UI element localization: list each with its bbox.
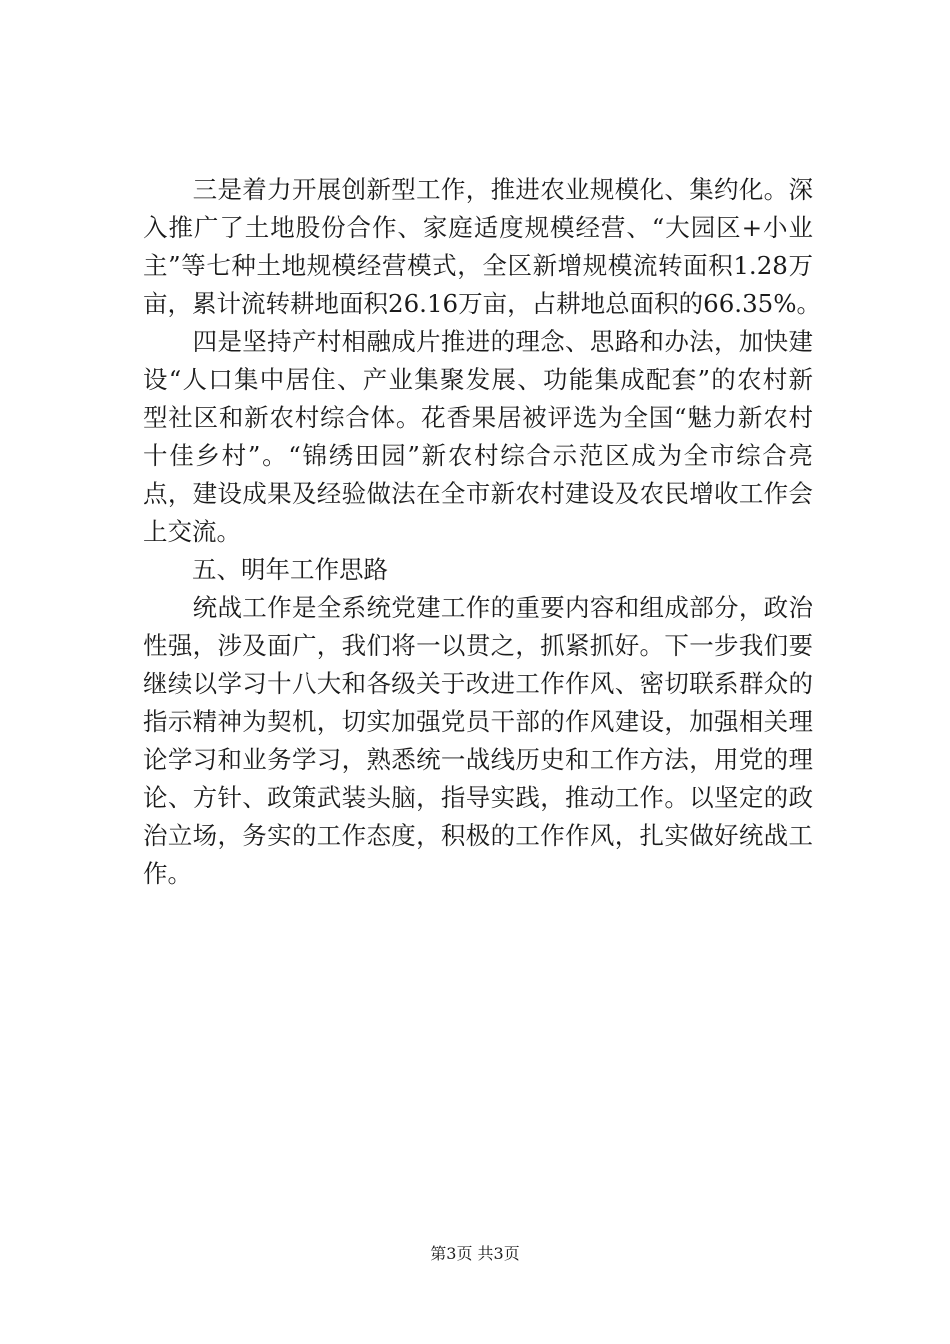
paragraph-line: 型社区和新农村综合体。花香果居被评选为全国“魅力新农村 — [143, 403, 813, 432]
paragraph-line: 论学习和业务学习，熟悉统一战线历史和工作方法，用党的理 — [143, 745, 813, 774]
paragraph-line: 主”等七种土地规模经营模式，全区新增规模流转面积1.28万 — [143, 251, 813, 280]
paragraph-line: 治立场，务实的工作态度，积极的工作作风，扎实做好统战工 — [143, 821, 813, 850]
paragraph-line: 十佳乡村”。“锦绣田园”新农村综合示范区成为全市综合亮 — [143, 441, 813, 470]
document-body — [143, 171, 822, 893]
paragraph-line: 统战工作是全系统党建工作的重要内容和组成部分，政治 — [143, 593, 813, 622]
paragraph-line: 上交流。 — [143, 517, 241, 546]
paragraph-line: 设“人口集中居住、产业集聚发展、功能集成配套”的农村新 — [143, 365, 813, 394]
paragraph-line: 论、方针、政策武装头脑，指导实践，推动工作。以坚定的政 — [143, 783, 813, 812]
paragraph-line: 点，建设成果及经验做法在全市新农村建设及农民增收工作会 — [143, 479, 813, 508]
paragraph-line: 指示精神为契机，切实加强党员干部的作风建设，加强相关理 — [143, 707, 813, 736]
section-heading: 五、明年工作思路 — [143, 555, 388, 584]
paragraph-line: 性强，涉及面广，我们将一以贯之，抓紧抓好。下一步我们要 — [143, 631, 813, 660]
paragraph-line: 亩，累计流转耕地面积26.16万亩，占耕地总面积的66.35%。 — [143, 289, 822, 318]
paragraph-line: 入推广了土地股份合作、家庭适度规模经营、“大园区+小业 — [143, 213, 813, 242]
page-footer — [0, 1243, 950, 1265]
page-number-label: 第3页 共3页 — [430, 1244, 520, 1263]
paragraph-line: 三是着力开展创新型工作，推进农业规模化、集约化。深 — [143, 175, 813, 204]
paragraph-line: 作。 — [143, 859, 192, 888]
paragraph-line: 继续以学习十八大和各级关于改进工作作风、密切联系群众的 — [143, 669, 813, 698]
paragraph-line: 四是坚持产村相融成片推进的理念、思路和办法，加快建 — [143, 327, 813, 356]
